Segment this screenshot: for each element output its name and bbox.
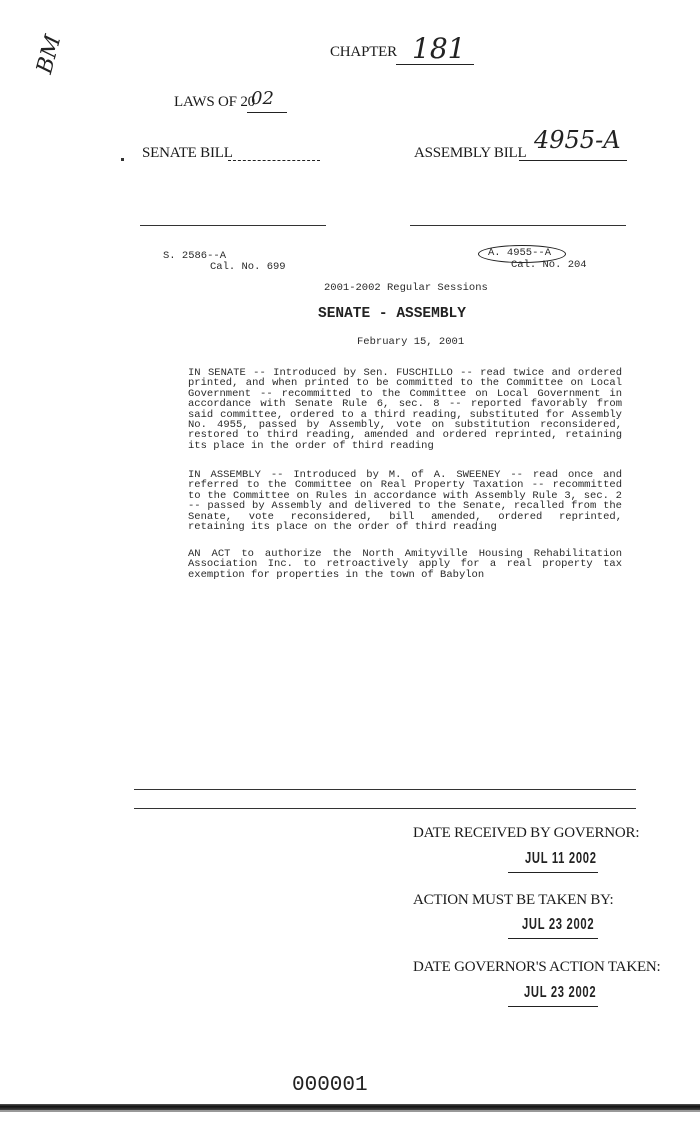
bill-date: February 15, 2001 bbox=[357, 336, 465, 348]
senate-history-paragraph: IN SENATE -- Introduced by Sen. FUSCHILLO -- read twice and ordered printed, and when printed to be committed to the Committee on Local Government -- recommitted to the Committee on Local Government in accordance with Senate Rule 6, sec. 8 -- reported favorably from said committee, ordered to a third reading, substituted for Assembly No. 4955, passed by Assembly, vote on substitution reconsidered, restored to third reading, amended and ordered reprinted, retaining its place in the order of third reading bbox=[188, 367, 622, 452]
laws-year-line bbox=[247, 112, 287, 113]
action-taken-date-stamp: JUL 23 2002 bbox=[524, 984, 597, 1001]
chapter-number: 181 bbox=[412, 32, 466, 65]
sessions-line: 2001-2002 Regular Sessions bbox=[324, 282, 488, 294]
rule-lower-2 bbox=[134, 808, 636, 809]
action-taken-date-line bbox=[508, 1006, 598, 1007]
corner-initials: BM bbox=[32, 32, 67, 77]
bullet-mark bbox=[121, 158, 124, 161]
laws-year: 02 bbox=[251, 88, 274, 109]
bill-title: SENATE - ASSEMBLY bbox=[318, 306, 466, 322]
assembly-bill-number: 4955-A bbox=[534, 126, 621, 154]
chapter-label: CHAPTER bbox=[330, 44, 397, 60]
rule-right-upper bbox=[410, 225, 626, 226]
senate-bill-label: SENATE BILL bbox=[142, 145, 233, 161]
act-title-paragraph: AN ACT to authorize the North Amityville Housing Rehabilitation Association Inc. to retroactively apply for a real property tax exemption for properties in the town of Babylon bbox=[188, 548, 622, 581]
page-number: 000001 bbox=[292, 1074, 368, 1097]
assembly-bill-label: ASSEMBLY BILL bbox=[414, 145, 527, 161]
assembly-history-paragraph: IN ASSEMBLY -- Introduced by M. of A. SWEENEY -- read once and referred to the Committee on Real Property Taxation -- recommitted to the Committee on Rules in accordance with Assembly Rule 3, sec. 2 -- passed by Assembly and delivered to the Senate, recalled from the Senate, vote reconsidered, bill amended, ordered reprinted, retaining its place on the order of third reading bbox=[188, 469, 622, 534]
scan-bottom-edge-shadow bbox=[0, 1110, 700, 1112]
assembly-cal-number: Cal. No. 204 bbox=[511, 259, 587, 271]
rule-left-upper bbox=[140, 225, 326, 226]
action-date-stamp: JUL 23 2002 bbox=[522, 916, 595, 933]
action-date-line bbox=[508, 938, 598, 939]
action-must-be-taken-label: ACTION MUST BE TAKEN BY: bbox=[413, 892, 614, 908]
senate-bill-number: S. 2586--A bbox=[163, 250, 227, 262]
assembly-bill-line bbox=[519, 160, 627, 161]
senate-bill-blank bbox=[228, 160, 320, 161]
assembly-bill-id: A. 4955--A bbox=[488, 247, 552, 259]
received-date-line bbox=[508, 872, 598, 873]
rule-lower-1 bbox=[134, 789, 636, 790]
senate-cal-number: Cal. No. 699 bbox=[210, 261, 286, 273]
laws-label: LAWS OF 20 bbox=[174, 94, 255, 110]
governor-action-taken-label: DATE GOVERNOR'S ACTION TAKEN: bbox=[413, 959, 661, 975]
received-date-stamp: JUL 11 2002 bbox=[525, 850, 597, 867]
received-by-governor-label: DATE RECEIVED BY GOVERNOR: bbox=[413, 825, 640, 841]
